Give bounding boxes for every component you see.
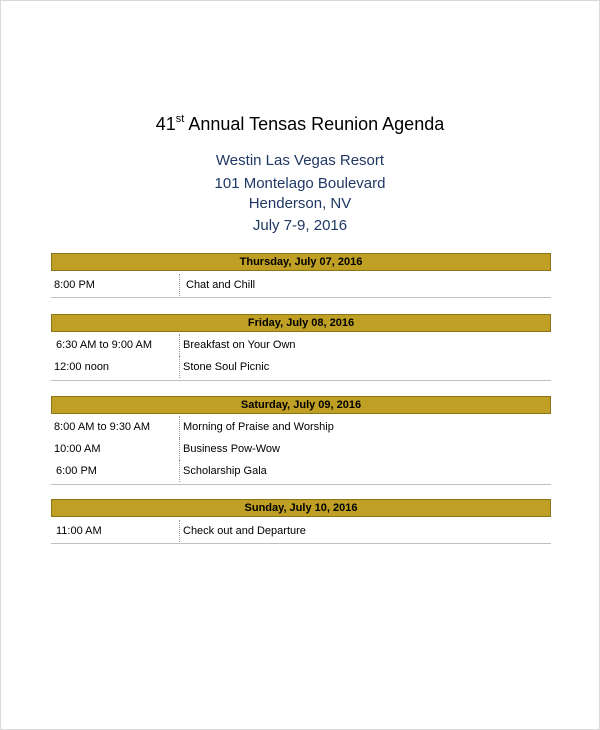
venue-street: 101 Montelago Boulevard [214,175,386,192]
day-header-friday: Friday, July 08, 2016 [51,314,551,332]
column-divider [179,460,180,482]
venue-city: Henderson, NV [248,195,352,212]
day-header-saturday: Saturday, July 09, 2016 [51,396,551,414]
column-divider [179,334,180,356]
section-rule [51,297,551,298]
event-time: 10:00 AM [54,443,101,455]
agenda-row [51,274,551,296]
column-divider [179,520,180,542]
title-superscript: st [175,113,185,125]
column-divider [179,438,180,460]
section-rule [51,543,551,544]
event-name: Chat and Chill [186,279,256,291]
column-divider [179,356,180,378]
event-name: Breakfast on Your Own [183,339,296,351]
event-name: Scholarship Gala [183,465,267,477]
event-time: 6:00 PM [56,465,97,477]
event-time: 8:00 AM to 9:30 AM [54,421,151,433]
agenda-title: 41st Annual Tensas Reunion Agenda [155,113,445,134]
agenda-row [51,460,551,482]
day-header-thursday: Thursday, July 07, 2016 [51,253,551,271]
agenda-row [51,520,551,542]
venue-name: Westin Las Vegas Resort [215,152,385,169]
event-time: 8:00 PM [54,279,95,291]
section-rule [51,484,551,485]
event-time: 6:30 AM to 9:00 AM [56,339,153,351]
event-name: Business Pow-Wow [183,443,280,455]
column-divider [179,274,180,296]
event-name: Check out and Departure [183,525,306,537]
agenda-row [51,334,551,356]
event-dates: July 7-9, 2016 [252,217,348,234]
agenda-row [51,356,551,378]
event-name: Morning of Praise and Worship [183,421,334,433]
event-time: 11:00 AM [56,525,102,537]
day-header-sunday: Sunday, July 10, 2016 [51,499,551,517]
agenda-row [51,438,551,460]
section-rule [51,380,551,381]
column-divider [179,416,180,438]
agenda-row [51,416,551,438]
event-time: 12:00 noon [54,361,110,373]
event-name: Stone Soul Picnic [183,361,270,373]
